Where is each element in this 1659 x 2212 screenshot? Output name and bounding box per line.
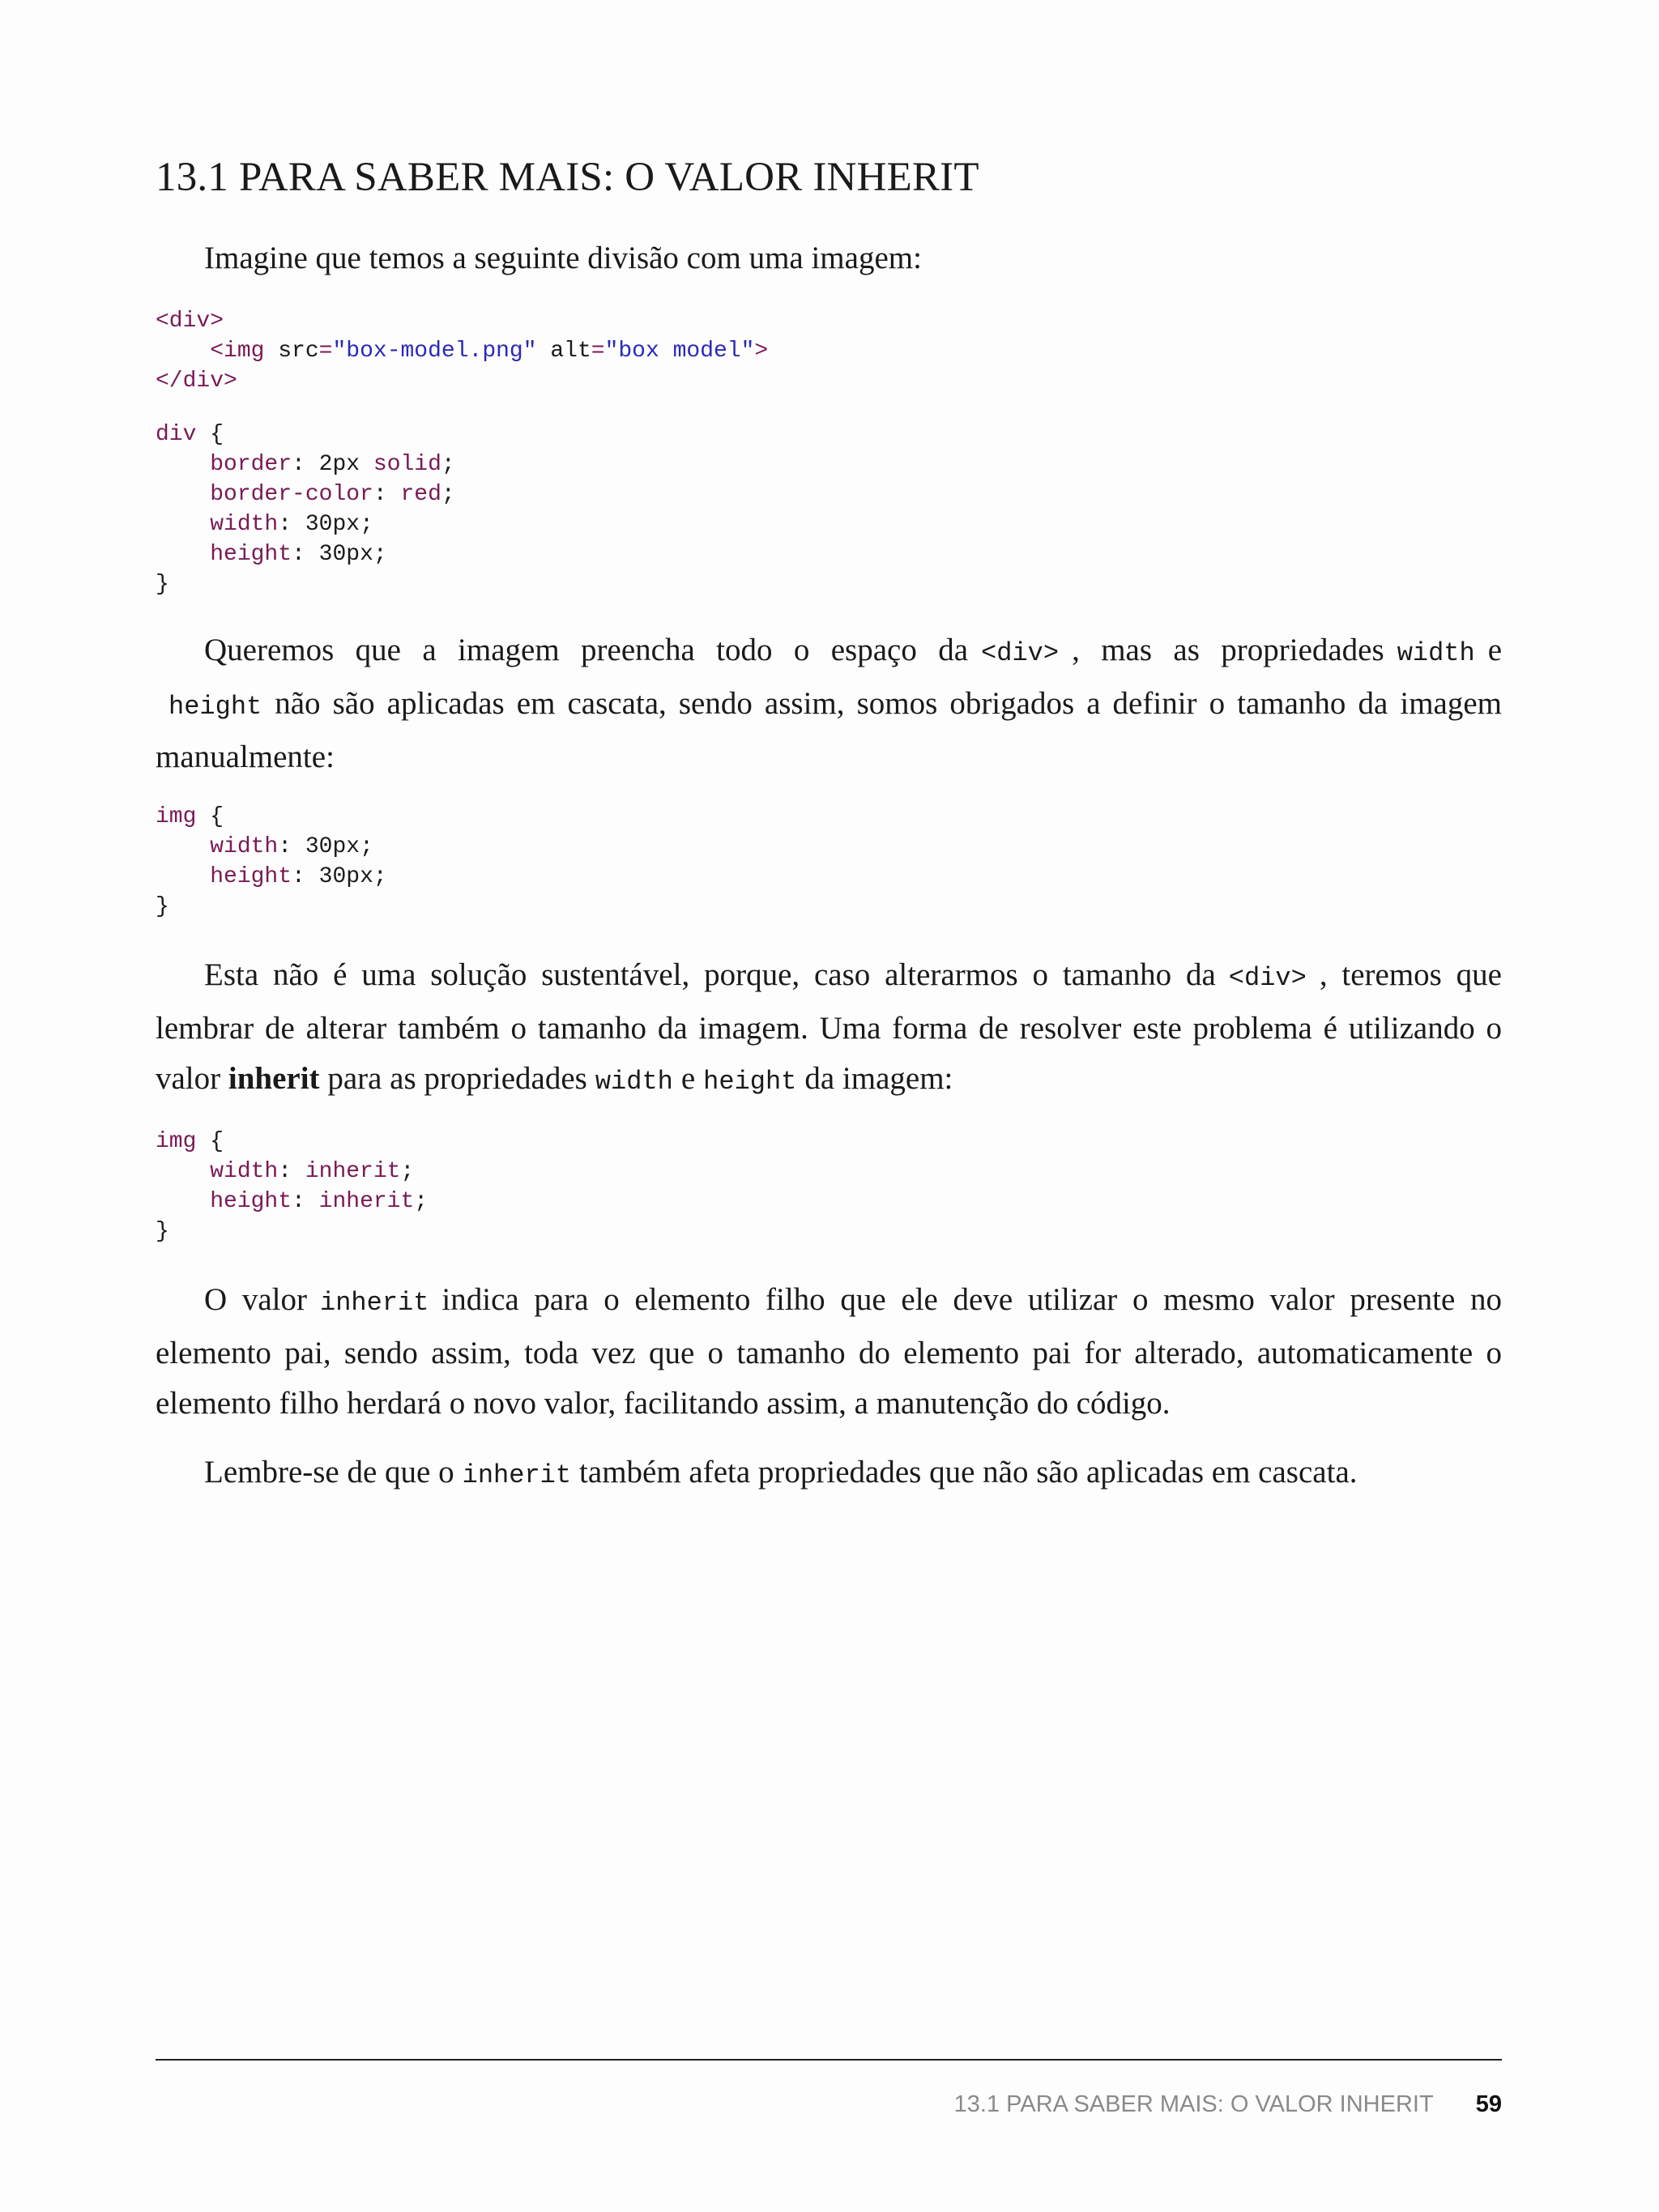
footer-rule [156,2059,1502,2061]
page-footer [954,2091,1502,2118]
paragraph-reminder: Lembre-se de que o inherit também afeta propriedades que não são aplicadas em cascata. [204,1455,1358,1490]
inherit-bold: inherit [228,1061,320,1096]
paragraph-solution: Esta não é uma solução sustentável, porque, caso alterarmos o tamanho da <div> , teremos que lembrar de alterar também o tamanho da imagem. Uma forma de resolver este problema é utilizando o valor inherit para as propriedades width e height da imagem: [156,957,1502,1097]
section-heading: 13.1 PARA SABER MAIS: O VALOR INHERIT [156,155,979,200]
paragraph-problem: Queremos que a imagem preencha todo o espaço da <div> , mas as propriedades width e height não são aplicadas em cascata, sendo assim, somos obrigados a definir o tamanho da imagem manualmente: [156,633,1503,774]
page-number: 59 [1475,2091,1502,2117]
paragraph-explanation: O valor inherit indica para o elemento filho que ele deve utilizar o mesmo valor presente no elemento pai, sendo assim, toda vez que o tamanho do elemento pai for alterado, automaticamente o elemento filho herdará o novo valor, facilitando assim, a manutenção do código. [156,1282,1502,1421]
code-block-html: <div> <img src="box-model.png" alt="box model"> </div> [156,309,769,394]
footer-title: 13.1 PARA SABER MAIS: O VALOR INHERIT [953,2091,1434,2117]
paragraph-intro: Imagine que temos a seguinte divisão com uma imagem: [204,241,922,275]
code-block-css-img-fixed: img { width: 30px; height: 30px; } [156,804,387,919]
code-block-css-img-inherit: img { width: inherit; height: inherit; } [156,1129,429,1244]
code-block-css-div: div { border: 2px solid; border-color: red; width: 30px; height: 30px; } [156,422,455,597]
